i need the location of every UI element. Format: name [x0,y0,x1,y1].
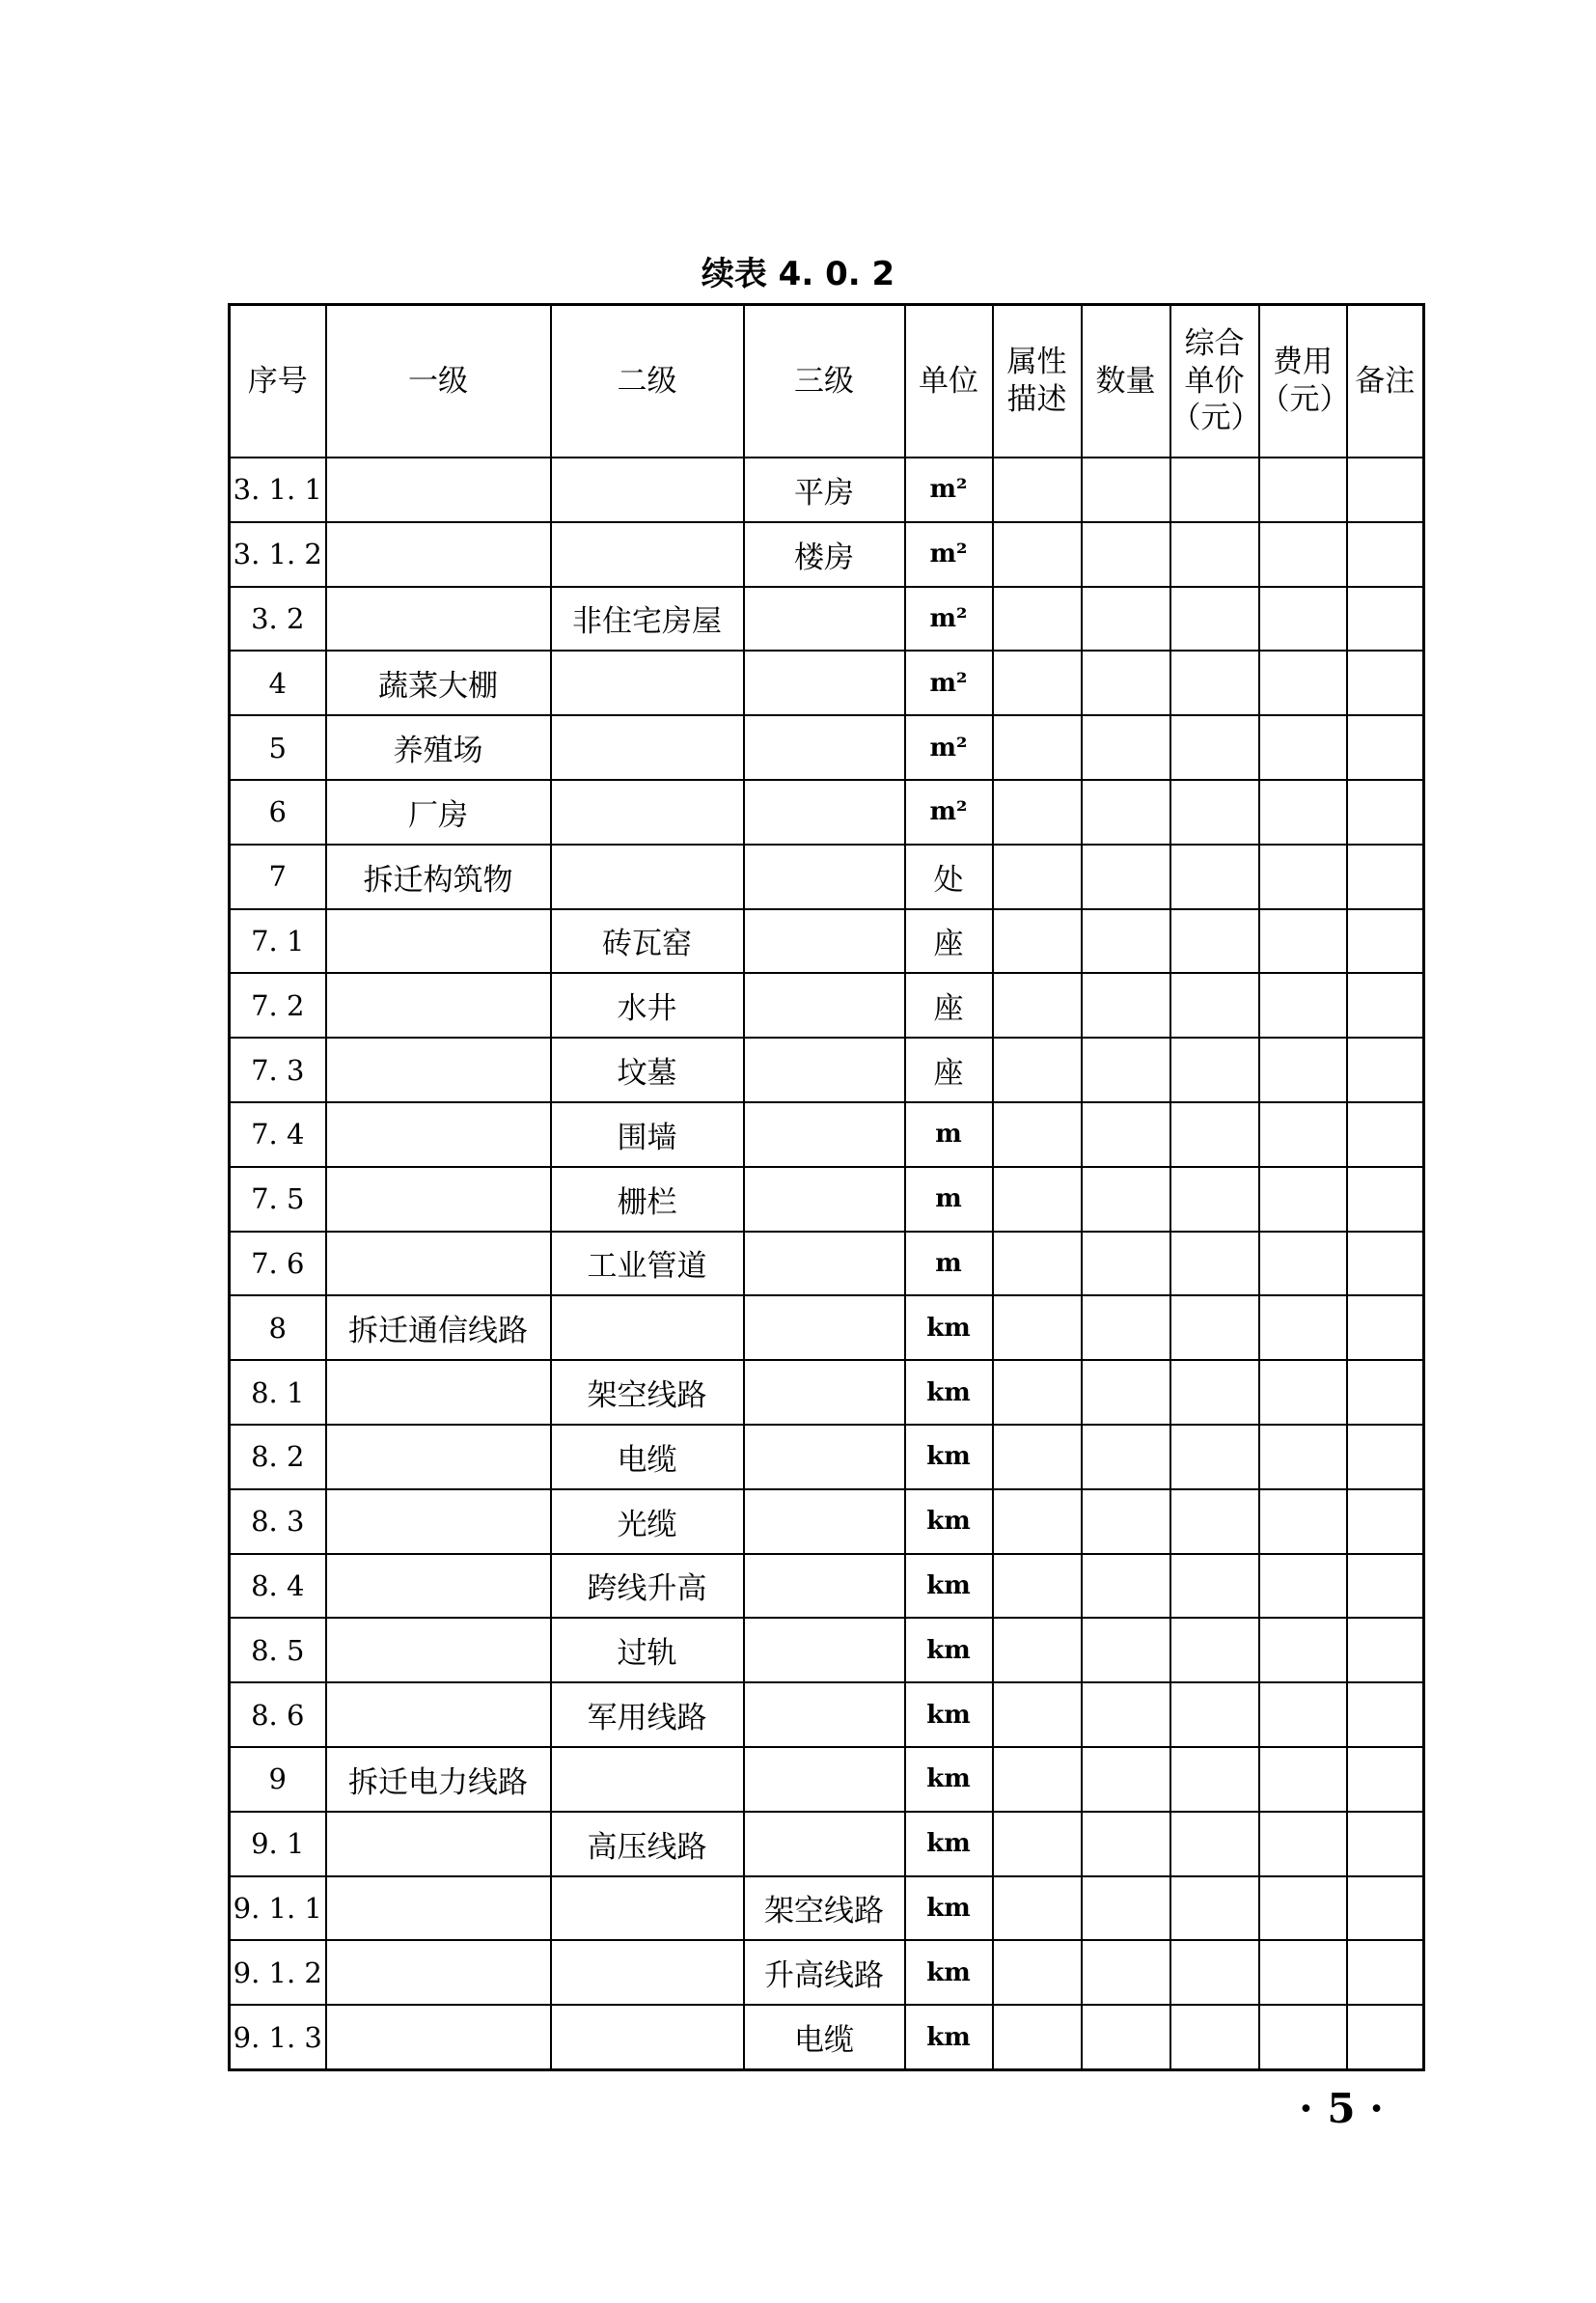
cell-unit-price [1170,1425,1259,1489]
cell-level1 [326,1232,551,1296]
cell-unit: 座 [905,909,993,974]
cell-unit: km [905,1360,993,1425]
table-row [230,522,1424,587]
cell-cost [1259,1167,1347,1232]
header-attribute-description: 属性 描述 [993,305,1082,458]
cell-cost [1259,1360,1347,1425]
cell-unit: km [905,1876,993,1941]
cell-level1 [326,2005,551,2069]
cell-level1: 拆迁电力线路 [326,1747,551,1812]
cell-unit-price [1170,780,1259,845]
cell-cost [1259,1682,1347,1747]
cell-remarks [1347,1167,1424,1232]
cell-attribute [993,1232,1082,1296]
table-row [230,1876,1424,1941]
cell-unit: 座 [905,973,993,1038]
cell-attribute [993,587,1082,652]
table-row [230,458,1424,522]
cell-attribute [993,845,1082,909]
cell-seq: 8. 6 [230,1682,326,1747]
cell-attribute [993,715,1082,780]
cell-quantity [1082,909,1170,974]
cell-level2: 架空线路 [551,1360,744,1425]
cell-level3 [744,1038,905,1102]
cell-seq: 7. 4 [230,1102,326,1167]
cell-level2 [551,458,744,522]
cell-level2 [551,1295,744,1360]
cell-cost [1259,1747,1347,1812]
cell-level2: 坟墓 [551,1038,744,1102]
cell-remarks [1347,909,1424,974]
cell-remarks [1347,651,1424,715]
cell-remarks [1347,1425,1424,1489]
cell-attribute [993,909,1082,974]
cell-level3 [744,780,905,845]
cell-cost [1259,909,1347,974]
cell-level2 [551,2005,744,2069]
cell-level3: 电缆 [744,2005,905,2069]
header-unit-price: 综合 单价 （元） [1170,305,1259,458]
cell-unit-price [1170,1360,1259,1425]
cell-level2 [551,1940,744,2005]
table-row [230,587,1424,652]
cell-unit-price [1170,1876,1259,1941]
table-row [230,1618,1424,1682]
cell-level1 [326,1812,551,1876]
header-quantity: 数量 [1082,305,1170,458]
table-row [230,1360,1424,1425]
cell-level2 [551,715,744,780]
cell-remarks [1347,1489,1424,1554]
cell-attribute [993,1360,1082,1425]
cell-quantity [1082,1489,1170,1554]
cell-attribute [993,1812,1082,1876]
cell-unit-price [1170,1038,1259,1102]
cell-cost [1259,651,1347,715]
cell-unit: m [905,1232,993,1296]
cell-unit-price [1170,1295,1259,1360]
cell-quantity [1082,973,1170,1038]
cell-unit: m² [905,780,993,845]
cell-seq: 7 [230,845,326,909]
table-row [230,1812,1424,1876]
cell-remarks [1347,522,1424,587]
cell-cost [1259,1618,1347,1682]
cell-unit: km [905,1747,993,1812]
cell-cost [1259,1102,1347,1167]
table-row [230,2005,1424,2069]
cell-seq: 8 [230,1295,326,1360]
cell-level1: 拆迁通信线路 [326,1295,551,1360]
cell-unit-price [1170,715,1259,780]
cell-level3 [744,1618,905,1682]
cell-cost [1259,1876,1347,1941]
cell-level3 [744,1232,905,1296]
table-row [230,1295,1424,1360]
header-remarks: 备注 [1347,305,1424,458]
cell-cost [1259,715,1347,780]
cell-level1 [326,458,551,522]
cell-remarks [1347,1940,1424,2005]
cell-level3 [744,1682,905,1747]
cell-attribute [993,1682,1082,1747]
cell-level3 [744,651,905,715]
cell-remarks [1347,1812,1424,1876]
cell-quantity [1082,1812,1170,1876]
cell-cost [1259,2005,1347,2069]
cell-level3: 升高线路 [744,1940,905,2005]
cell-quantity [1082,1940,1170,2005]
cell-unit: km [905,1682,993,1747]
cell-remarks [1347,1747,1424,1812]
cost-table [228,303,1425,2071]
cell-level1 [326,1425,551,1489]
cell-level1 [326,1102,551,1167]
cell-level2 [551,651,744,715]
cell-level3 [744,1489,905,1554]
cell-remarks [1347,1876,1424,1941]
cell-unit-price [1170,1232,1259,1296]
cell-level1: 养殖场 [326,715,551,780]
cell-attribute [993,1940,1082,2005]
table-row [230,1554,1424,1619]
cell-attribute [993,2005,1082,2069]
table-row [230,1489,1424,1554]
cell-level3 [744,1102,905,1167]
cell-level1 [326,1489,551,1554]
cell-seq: 9 [230,1747,326,1812]
header-level1: 一级 [326,305,551,458]
cell-level2 [551,1747,744,1812]
cell-cost [1259,587,1347,652]
cell-quantity [1082,1295,1170,1360]
cell-cost [1259,845,1347,909]
cell-remarks [1347,973,1424,1038]
cell-seq: 7. 2 [230,973,326,1038]
cell-unit: km [905,1425,993,1489]
cell-unit-price [1170,1489,1259,1554]
header-cost: 费用 （元） [1259,305,1347,458]
cell-cost [1259,780,1347,845]
cell-unit: m [905,1102,993,1167]
cell-level1: 拆迁构筑物 [326,845,551,909]
cell-unit: m² [905,715,993,780]
cell-unit-price [1170,651,1259,715]
table-row [230,909,1424,974]
cell-level3: 楼房 [744,522,905,587]
cell-remarks [1347,587,1424,652]
cell-level3 [744,587,905,652]
cell-seq: 4 [230,651,326,715]
cell-level2: 砖瓦窑 [551,909,744,974]
cell-level3 [744,1554,905,1619]
table-row [230,973,1424,1038]
cell-remarks [1347,1232,1424,1296]
cell-quantity [1082,845,1170,909]
cell-level3 [744,1360,905,1425]
cell-cost [1259,1940,1347,2005]
cell-attribute [993,1038,1082,1102]
cell-level1: 厂房 [326,780,551,845]
cell-seq: 7. 5 [230,1167,326,1232]
cell-level1 [326,973,551,1038]
cell-level3 [744,1167,905,1232]
cell-quantity [1082,458,1170,522]
cell-unit-price [1170,1167,1259,1232]
cell-cost [1259,1554,1347,1619]
cell-attribute [993,522,1082,587]
cell-unit-price [1170,973,1259,1038]
header-unit: 单位 [905,305,993,458]
cell-quantity [1082,780,1170,845]
cell-unit-price [1170,1618,1259,1682]
cell-cost [1259,973,1347,1038]
cell-seq: 9. 1. 2 [230,1940,326,2005]
cell-attribute [993,1295,1082,1360]
cell-unit: km [905,1554,993,1619]
table-row [230,1747,1424,1812]
cell-seq: 3. 1. 1 [230,458,326,522]
cell-quantity [1082,1360,1170,1425]
cell-level2 [551,845,744,909]
cell-quantity [1082,1167,1170,1232]
cell-level2: 高压线路 [551,1812,744,1876]
cell-cost [1259,1038,1347,1102]
cell-unit-price [1170,1682,1259,1747]
table-row [230,651,1424,715]
cell-level3 [744,909,905,974]
header-level3: 三级 [744,305,905,458]
cell-quantity [1082,1876,1170,1941]
cell-level1 [326,522,551,587]
cell-level2 [551,522,744,587]
cell-level3 [744,1425,905,1489]
cell-unit: m [905,1167,993,1232]
cell-seq: 9. 1. 1 [230,1876,326,1941]
cell-quantity [1082,2005,1170,2069]
cell-remarks [1347,1038,1424,1102]
cell-level3 [744,1747,905,1812]
cell-quantity [1082,1102,1170,1167]
cell-unit: km [905,1812,993,1876]
cell-unit-price [1170,1102,1259,1167]
cell-level1 [326,1682,551,1747]
cell-attribute [993,651,1082,715]
cell-quantity [1082,1682,1170,1747]
cell-seq: 5 [230,715,326,780]
cell-remarks [1347,780,1424,845]
cell-level2: 军用线路 [551,1682,744,1747]
cell-attribute [993,1747,1082,1812]
cell-cost [1259,522,1347,587]
header-level2: 二级 [551,305,744,458]
cell-level2: 跨线升高 [551,1554,744,1619]
cell-remarks [1347,845,1424,909]
cell-seq: 8. 5 [230,1618,326,1682]
cell-level1 [326,1360,551,1425]
cell-unit: 处 [905,845,993,909]
cell-level2: 过轨 [551,1618,744,1682]
cell-unit-price [1170,909,1259,974]
table-caption: 续表 4. 0. 2 [701,255,895,293]
cell-level2: 非住宅房屋 [551,587,744,652]
cell-seq: 8. 4 [230,1554,326,1619]
cell-level2: 围墙 [551,1102,744,1167]
table-row [230,780,1424,845]
cell-quantity [1082,1232,1170,1296]
cell-unit-price [1170,587,1259,652]
cell-unit: m² [905,522,993,587]
table-row [230,1102,1424,1167]
table-row [230,1038,1424,1102]
cell-level2: 工业管道 [551,1232,744,1296]
cell-remarks [1347,458,1424,522]
cell-level1 [326,587,551,652]
cell-seq: 3. 1. 2 [230,522,326,587]
cell-attribute [993,458,1082,522]
page-number: · 5 · [1299,2085,1384,2132]
cell-remarks [1347,1554,1424,1619]
cell-quantity [1082,587,1170,652]
cell-unit: 座 [905,1038,993,1102]
cell-cost [1259,1812,1347,1876]
cell-quantity [1082,1425,1170,1489]
cell-attribute [993,780,1082,845]
cell-unit-price [1170,2005,1259,2069]
cell-level3 [744,715,905,780]
cell-seq: 8. 1 [230,1360,326,1425]
cell-level2 [551,780,744,845]
table-row [230,1682,1424,1747]
cell-seq: 8. 3 [230,1489,326,1554]
cell-level3: 架空线路 [744,1876,905,1941]
cell-level3 [744,1295,905,1360]
cell-seq: 3. 2 [230,587,326,652]
cell-level2: 栅栏 [551,1167,744,1232]
cell-quantity [1082,1618,1170,1682]
cell-remarks [1347,1682,1424,1747]
cell-cost [1259,1232,1347,1296]
cell-level1 [326,1876,551,1941]
cell-level3: 平房 [744,458,905,522]
cell-level1 [326,1038,551,1102]
cell-unit: km [905,1295,993,1360]
cell-attribute [993,1554,1082,1619]
cell-seq: 8. 2 [230,1425,326,1489]
table-row [230,1167,1424,1232]
cell-level3 [744,1812,905,1876]
cell-unit-price [1170,458,1259,522]
cell-attribute [993,1102,1082,1167]
cell-level2: 光缆 [551,1489,744,1554]
cell-level1 [326,909,551,974]
cell-level2: 电缆 [551,1425,744,1489]
cell-remarks [1347,2005,1424,2069]
cell-attribute [993,1425,1082,1489]
cell-level1: 蔬菜大棚 [326,651,551,715]
cell-cost [1259,458,1347,522]
cell-unit: km [905,1618,993,1682]
cell-unit-price [1170,1812,1259,1876]
cell-seq: 6 [230,780,326,845]
cell-cost [1259,1425,1347,1489]
cell-level3 [744,845,905,909]
cell-remarks [1347,715,1424,780]
cell-level1 [326,1554,551,1619]
cell-quantity [1082,651,1170,715]
cell-seq: 7. 3 [230,1038,326,1102]
cell-unit: km [905,2005,993,2069]
cell-quantity [1082,715,1170,780]
cell-remarks [1347,1102,1424,1167]
cell-cost [1259,1489,1347,1554]
cell-attribute [993,1618,1082,1682]
cell-remarks [1347,1618,1424,1682]
cell-seq: 7. 1 [230,909,326,974]
table-row [230,1425,1424,1489]
cell-remarks [1347,1295,1424,1360]
cell-unit-price [1170,1940,1259,2005]
header-row [230,305,1424,458]
table-row [230,1232,1424,1296]
cell-unit-price [1170,1554,1259,1619]
header-seq: 序号 [230,305,326,458]
cell-seq: 9. 1 [230,1812,326,1876]
cell-quantity [1082,522,1170,587]
cell-level1 [326,1618,551,1682]
cell-unit: km [905,1940,993,2005]
cell-level2 [551,1876,744,1941]
cell-unit-price [1170,845,1259,909]
cell-seq: 9. 1. 3 [230,2005,326,2069]
cell-level2: 水井 [551,973,744,1038]
cell-unit-price [1170,1747,1259,1812]
cell-level3 [744,973,905,1038]
cell-cost [1259,1295,1347,1360]
cell-quantity [1082,1554,1170,1619]
cell-level1 [326,1940,551,2005]
cell-remarks [1347,1360,1424,1425]
table-row [230,715,1424,780]
cell-attribute [993,973,1082,1038]
cell-unit-price [1170,522,1259,587]
cell-attribute [993,1876,1082,1941]
cell-quantity [1082,1038,1170,1102]
cell-level1 [326,1167,551,1232]
cell-attribute [993,1167,1082,1232]
cell-attribute [993,1489,1082,1554]
cell-unit: m² [905,587,993,652]
table-row [230,1940,1424,2005]
cell-seq: 7. 6 [230,1232,326,1296]
cell-unit: km [905,1489,993,1554]
cell-quantity [1082,1747,1170,1812]
cell-unit: m² [905,651,993,715]
cell-unit: m² [905,458,993,522]
table-row [230,845,1424,909]
